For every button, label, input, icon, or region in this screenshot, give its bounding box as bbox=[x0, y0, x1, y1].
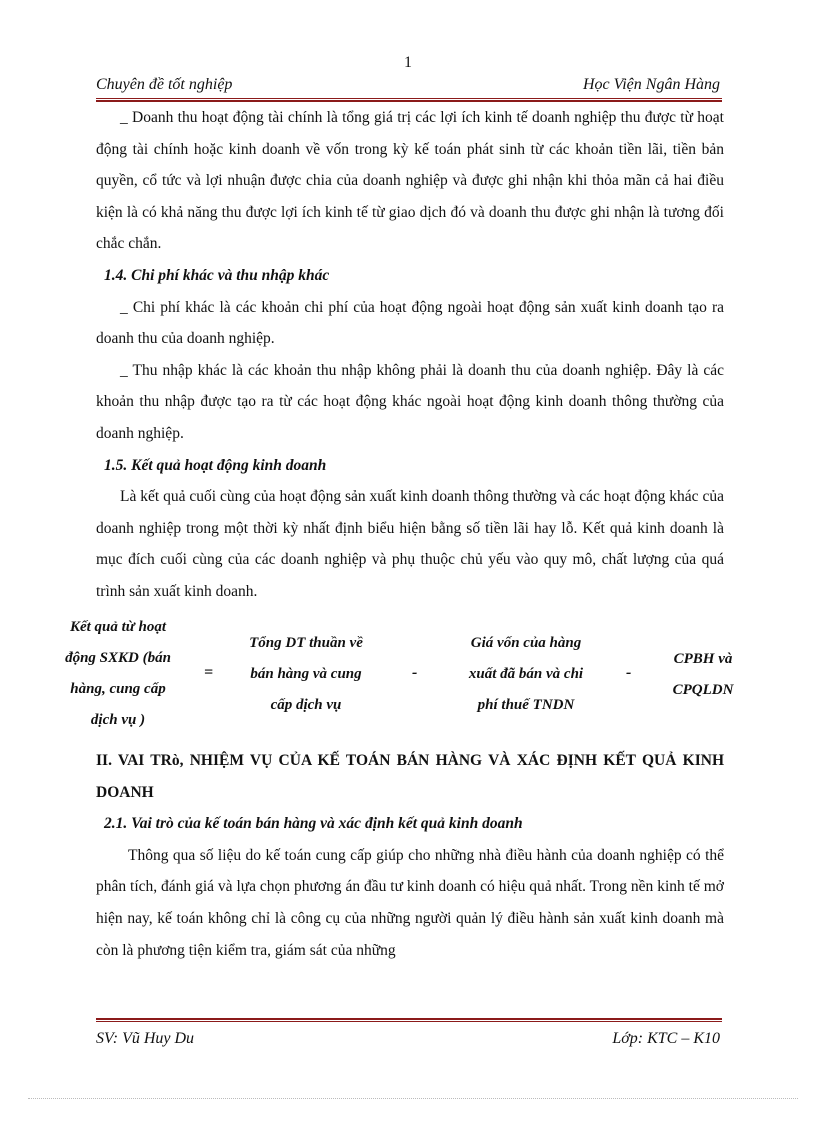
formula-term-line: Giá vốn của hàng bbox=[470, 635, 582, 651]
paragraph-business-result: Là kết quả cuối cùng của hoạt động sản xuất kinh doanh thông thường và các hoạt động khác của doanh nghiệp trong một thời kỳ nhất định biểu hiện bằng số tiền lãi hay lỗ. Kết quả kinh doanh là mục đích cuối cùng của các doanh nghiệp và phụ thuộc chủ yếu vào quy mô, chất lượng của quá trình sản xuất kinh doanh. bbox=[96, 488, 724, 600]
formula-term-cogs bbox=[448, 628, 604, 721]
paragraph-financial-revenue: _ Doanh thu hoạt động tài chính là tổng giá trị các lợi ích kinh tế doanh nghiệp thu được từ hoạt động tài chính hoặc kinh doanh về vốn trong kỳ kế toán phát sinh từ các khoản tiền lãi, tiền bản quyền, cổ tức và lợi nhuận được chia của doanh nghiệp và được ghi nhận khi thỏa mãn cả hai điều kiện là có khả năng thu được lợi ích kinh tế từ giao dịch đó và doanh thu được ghi nhận là tương đối chắc chắn. bbox=[96, 109, 724, 253]
formula-minus-1: - bbox=[412, 664, 418, 681]
section-2-title: II. VAI TRò, NHIỆM VỤ CỦA KẾ TOÁN BÁN HÀNG VÀ XÁC ĐỊNH KẾT QUẢ KINH DOANH bbox=[96, 752, 724, 801]
formula-term-line: cấp dịch vụ bbox=[270, 697, 342, 713]
footer-class: Lớp: KTC – K10 bbox=[612, 1030, 720, 1047]
formula-lhs-line: dịch vụ ) bbox=[90, 712, 146, 728]
section-2 bbox=[96, 745, 724, 966]
page-boundary bbox=[28, 1098, 798, 1099]
formula-term-revenue bbox=[234, 628, 378, 721]
footer-student: SV: Vũ Huy Du bbox=[96, 1030, 195, 1047]
paragraph-other-income: _ Thu nhập khác là các khoản thu nhập không phải là doanh thu của doanh nghiệp. Đây là các khoản thu nhập được tạo ra từ các hoạt động khác ngoài hoạt động kinh doanh thông thường của doanh nghiệp. bbox=[96, 361, 724, 442]
formula-term-expenses bbox=[656, 644, 750, 706]
formula-lhs-line: Kết quả từ hoạt bbox=[69, 619, 167, 635]
formula-lhs bbox=[50, 612, 186, 736]
body-text bbox=[96, 102, 724, 608]
formula-block bbox=[50, 612, 750, 734]
heading-1-5: 1.5. Kết quả hoạt động kinh doanh bbox=[104, 456, 327, 474]
footer-rule bbox=[96, 1018, 722, 1022]
paragraph-other-expenses: _ Chi phí khác là các khoản chi phí của hoạt động ngoài hoạt động sản xuất kinh doanh tạo ra doanh thu của doanh nghiệp. bbox=[96, 298, 724, 348]
formula-term-line: Tổng DT thuần về bbox=[249, 635, 363, 651]
header-institution: Học Viện Ngân Hàng bbox=[582, 76, 720, 93]
formula-term-line: phí thuế TNDN bbox=[477, 697, 575, 713]
paragraph-accounting-role: Thông qua số liệu do kế toán cung cấp giúp cho những nhà điều hành của doanh nghiệp có thể phân tích, đánh giá và lựa chọn phương án đầu tư kinh doanh có hiệu quả nhất. Trong nền kinh tế mở hiện nay, kế toán không chỉ là công cụ của những người quản lý điều hành sản xuất kinh doanh mà còn là phương tiện kiểm tra, giám sát của những bbox=[96, 846, 724, 959]
page-number: 1 bbox=[404, 54, 412, 71]
formula-equals: = bbox=[204, 664, 214, 681]
formula-term-line: CPBH và bbox=[673, 651, 733, 667]
heading-1-4: 1.4. Chi phí khác và thu nhập khác bbox=[104, 266, 330, 284]
formula-term-line: xuất đã bán và chi bbox=[468, 666, 584, 682]
formula-term-line: bán hàng và cung bbox=[250, 666, 362, 682]
heading-2-1: 2.1. Vai trò của kế toán bán hàng và xác định kết quả kinh doanh bbox=[104, 815, 523, 833]
header-doc-type: Chuyên đề tốt nghiệp bbox=[96, 76, 233, 93]
formula-minus-2: - bbox=[626, 664, 632, 681]
formula-lhs-line: hàng, cung cấp bbox=[70, 681, 166, 697]
formula-term-line: CPQLDN bbox=[672, 682, 734, 698]
formula-lhs-line: động SXKD (bán bbox=[65, 650, 171, 666]
